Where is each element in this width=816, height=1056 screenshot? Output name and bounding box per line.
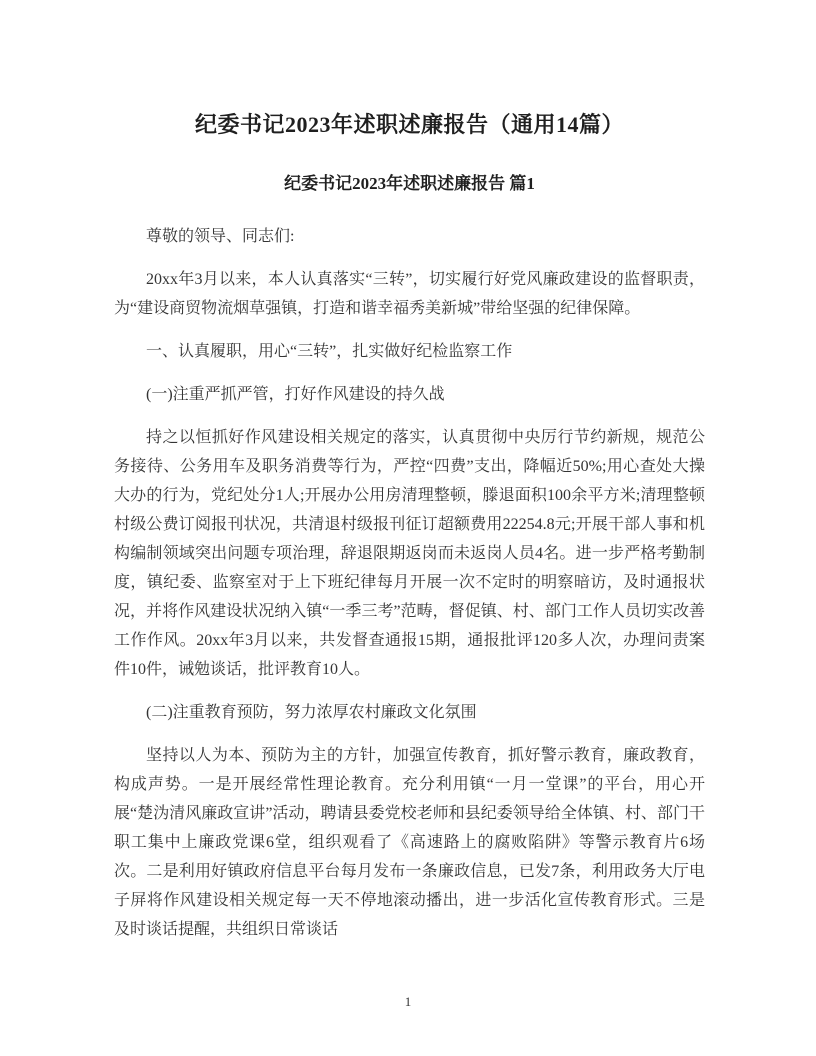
paragraph-heading-1-1: (一)注重严抓严管，打好作风建设的持久战 [146, 385, 445, 403]
paragraph-intro: 20xx年3月以来，本人认真落实“三转”，切实履行好党风廉政建设的监督职责，为“建设商贸物流烟草强镇，打造和谐幸福秀美新城”带给坚强的纪律保障。 [114, 270, 705, 317]
page-number: 1 [404, 994, 412, 1009]
document-title: 纪委书记2023年述职述廉报告（通用14篇） [194, 112, 624, 137]
paragraph-heading-1-2: (二)注重教育预防，努力浓厚农村廉政文化氛围 [146, 703, 477, 721]
paragraph-body-1: 持之以恒抓好作风建设相关规定的落实，认真贯彻中央厉行节约新规，规范公务接待、公务用车及职务消费等行为，严控“四费”支出，降幅近50%;用心查处大操大办的行为，党纪处分1人;开展办公用房清理整顿，滕退面积100余平方米;清理整顿村级公费订阅报刊状况，共清退村级报刊征订超额费用22254.8元;开展干部人事和机构编制领域突出问题专项治理，辞退限期返岗而未返岗人员4名。进一步严格考勤制度，镇纪委、监察室对于上下班纪律每月开展一次不定时的明察暗访，及时通报状况，并将作风建设状况纳入镇“一季三考”范畴，督促镇、村、部门工作人员切实改善工作作风。20xx年3月以来，共发督查通报15期，通报批评120多人次，办理问责案件10件，诫勉谈话，批评教育10人。 [114, 428, 705, 678]
paragraph-heading-1: 一、认真履职，用心“三转”，扎实做好纪检监察工作 [146, 342, 513, 360]
paragraph-salutation: 尊敬的领导、同志们: [146, 227, 295, 245]
paragraph-body-2: 坚持以人为本、预防为主的方针，加强宣传教育，抓好警示教育，廉政教育，构成声势。一是开展经常性理论教育。充分利用镇“一月一堂课”的平台，用心开展“楚沩清风廉政宣讲”活动，聘请县委党校老师和县纪委领导给全体镇、村、部门干职工集中上廉政党课6堂，组织观看了《高速路上的腐败陷阱》等警示教育片6场次。二是利用好镇政府信息平台每月发布一条廉政信息，已发7条，利用政务大厅电子屏将作风建设相关规定每一天不停地滚动播出，进一步活化宣传教育形式。三是及时谈话提醒，共组织日常谈话 [114, 746, 705, 938]
section-heading: 纪委书记2023年述职述廉报告 篇1 [284, 173, 535, 193]
